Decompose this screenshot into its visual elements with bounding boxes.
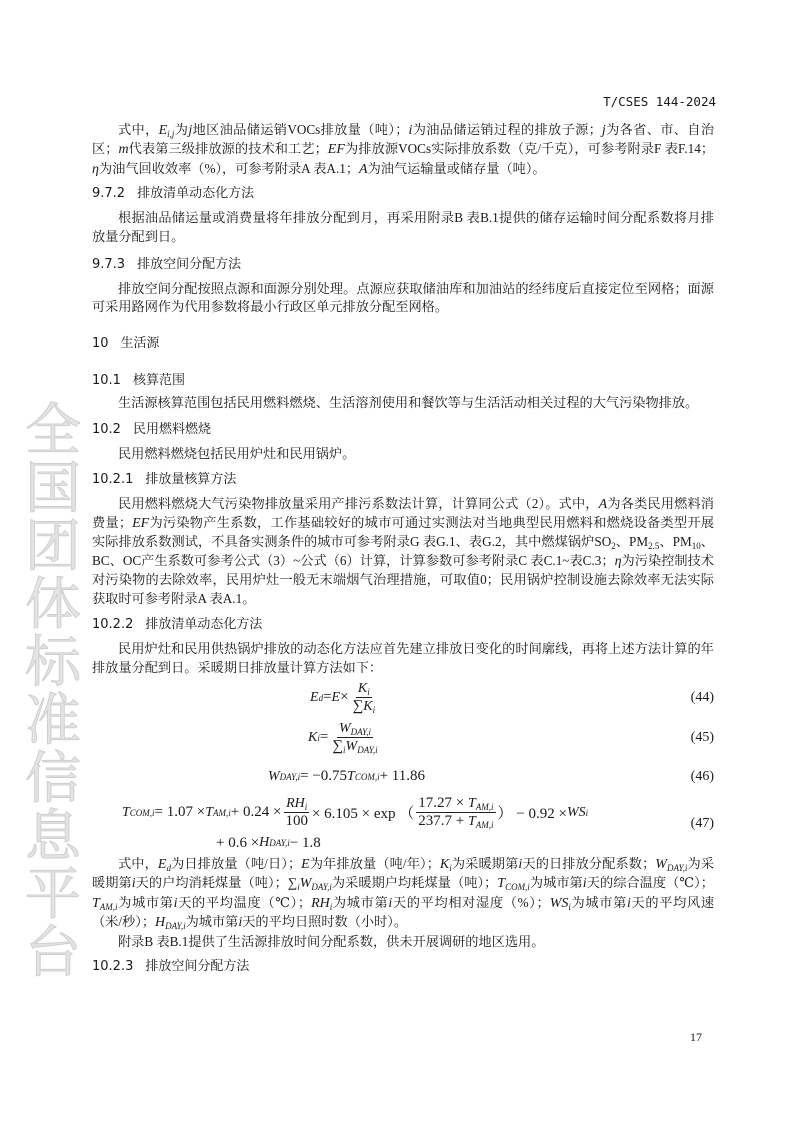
heading-10-2-1	[92, 471, 714, 489]
heading-number: 10	[92, 335, 109, 351]
math-variable: EF	[327, 142, 345, 158]
equation-expression: E d = E × $\frac{K_i}{\sum K_i}$	[310, 681, 376, 716]
page-number: 17	[690, 1030, 702, 1044]
heading-title: 核算范围	[132, 372, 185, 388]
paragraph-vocs-definitions	[92, 121, 714, 179]
heading-10-2	[92, 421, 714, 439]
math-fraction	[416, 795, 495, 830]
paragraph-text: 排放空间分配按照点源和面源分别处理。点源应获取储油库和加油站的经纬度后直接定位至网格；面源可采用路网作为代用参数将最小行政区单元排放分配至网格。	[92, 281, 714, 315]
math-subscript: d	[166, 862, 171, 873]
equation-number: (47)	[690, 815, 714, 831]
paragraph-10-1	[92, 394, 714, 412]
paragraph-10-2	[92, 445, 714, 463]
fraction-denominator: $\sum K_i$	[352, 698, 376, 716]
math-variable: K	[308, 729, 318, 745]
equation-45	[92, 718, 714, 758]
heading-title: 排放清单动态化方法	[145, 617, 263, 633]
math-variable: i	[626, 895, 631, 911]
math-subscript: COM,i	[505, 882, 530, 893]
math-variable: T	[347, 768, 355, 784]
math-subscript: AM,i	[475, 820, 494, 831]
math-variable: T	[467, 796, 476, 812]
math-variable: i	[408, 123, 413, 138]
chemical-subscript: 2.5	[648, 541, 660, 552]
math-subscript: i	[304, 802, 308, 813]
math-subscript: DAY,i	[357, 745, 378, 756]
math-subscript: DAY,i	[350, 727, 372, 738]
watermark: 全国团体标准信息平台	[16, 400, 81, 980]
heading-number: 10.2.1	[92, 471, 134, 487]
math-variable: T	[467, 814, 476, 830]
math-variable: E	[158, 123, 168, 138]
math-subscript: DAY,i	[311, 882, 332, 893]
math-variable: K	[357, 681, 368, 697]
math-subscript: i	[372, 705, 376, 716]
math-variable: T	[497, 876, 506, 892]
math-variable: η	[92, 161, 99, 177]
math-variable: T	[92, 895, 100, 911]
equation-44	[92, 678, 714, 718]
math-variable: W	[268, 768, 280, 784]
heading-9-7-3	[92, 256, 714, 274]
math-subscript: i	[329, 901, 333, 912]
math-variable: i	[582, 876, 587, 892]
math-variable: E	[157, 856, 167, 872]
fraction-numerator	[356, 680, 372, 698]
paragraph-text: 式中，$E_{i,j}$为j地区油品储运销VOCs排放量（吨）；i为油品储运销过程的排放子源；j为各省、市、自治区；m代表第三级排放源的技术和工艺；EF为排放源VOCs实际排放系数（克/千克），可参考附录F 表F.14；η为油气回收效率（%），可参考附录A 表A.1；A为油气运输量或储存量（吨）。	[92, 122, 715, 177]
equation-number: (46)	[690, 768, 714, 784]
math-subscript: AM,i	[475, 802, 494, 813]
paragraph-text: 生活源核算范围包括民用燃料燃烧、生活溶剂使用和餐饮等与生活活动相关过程的大气污染物排放。	[118, 394, 699, 410]
equation-expression: W DAY,i = −0.75 T COM,i + 11.86	[268, 768, 425, 785]
equation-expression: K i = $\frac{W_{DAY,i}}{\sum_iW_{DAY,i}}$	[308, 721, 378, 756]
heading-number: 9.7.3	[92, 257, 126, 273]
math-variable: i	[388, 895, 393, 911]
math-variable: A	[598, 496, 608, 512]
heading-number: 9.7.2	[92, 186, 126, 202]
paragraph-9-7-2	[92, 209, 714, 246]
equation-number: (45)	[690, 729, 714, 745]
equation-expression-line2: + 0.6 × H DAY,i − 1.8	[216, 834, 321, 851]
math-subscript: i	[343, 745, 346, 756]
math-variable: H	[259, 835, 270, 851]
fraction-denominator: $\sum_iW_{DAY,i}$	[332, 738, 378, 756]
math-variable: E	[310, 689, 319, 705]
heading-title: 排放空间分配方法	[137, 257, 242, 273]
chemical-subscript: 2	[611, 541, 616, 552]
math-subscript: i	[568, 901, 571, 912]
math-variable: η	[614, 553, 622, 569]
paragraph-text: 根据油品储运量或消费量将年排放分配到月，再采用附录B 表B.1提供的储存运输时间分配系数将月排放量分配到日。	[92, 210, 714, 244]
math-variable: WS	[566, 804, 586, 820]
heading-title: 排放量核算方法	[145, 471, 237, 487]
math-subscript: i	[297, 882, 300, 893]
fraction-numerator	[284, 795, 309, 813]
math-fraction	[351, 680, 378, 715]
heading-10-2-2	[92, 616, 714, 634]
paragraph-9-7-3	[92, 280, 714, 317]
math-variable: i	[173, 895, 178, 911]
math-variable: RH	[311, 895, 330, 911]
math-variable: K	[363, 699, 373, 715]
math-variable: W	[338, 721, 351, 737]
math-variable: EF	[132, 516, 150, 532]
paragraph-text: 民用燃料燃烧大气污染物排放量采用产排污系数法计算，计算同公式（2）。式中，A为各类民用燃料消费量；EF为污染物产生系数，工作基础较好的城市可通过实测法对当地典型民用燃料和燃烧设备类型开展实际排放系数测试，不具备实测条件的城市可参考附录G 表G.1、表G.2，其中燃煤锅炉$SO_2$、$PM_{2.5}$、$PM_{10}$、BC、OC产生系数可参考公式（3）~公式（6）计算，计算参数可参考附录C 表C.1~表C.3；η为污染控制技术对污染物的去除效率，民用炉灶一般无末端烟气治理措施，可取值0；民用锅炉控制设施去除效率无法实际获取时可参考附录A 表A.1。	[92, 495, 715, 606]
fraction-numerator: $17.27 \times T_{AM,i}$	[418, 795, 494, 813]
math-variable: W	[299, 876, 312, 892]
math-subscript: i	[449, 862, 452, 873]
math-variable: i	[518, 856, 523, 872]
equation-47	[92, 794, 714, 854]
heading-title: 排放清单动态化方法	[137, 186, 255, 202]
heading-number: 10.1	[92, 372, 121, 388]
heading-title: 排放空间分配方法	[145, 958, 250, 974]
math-variable: A	[359, 161, 368, 177]
math-subscript: AM,i	[99, 901, 118, 912]
math-fraction	[283, 795, 310, 830]
heading-9-7-2	[92, 185, 714, 203]
paragraph-text: 附录B 表B.1提供了生活源排放时间分配系数，供未开展调研的地区选用。	[118, 933, 545, 949]
math-variable: j	[188, 123, 193, 138]
page-body	[92, 121, 714, 976]
heading-number: 10.2	[92, 422, 121, 438]
heading-number: 10.2.3	[92, 958, 134, 974]
paragraph-text: 民用燃料燃烧包括民用炉灶和民用锅炉。	[118, 446, 356, 462]
math-variable: j	[601, 123, 606, 138]
math-variable: H	[155, 915, 166, 931]
math-variable: m	[118, 142, 129, 158]
paragraph-text: 式中，$E_d$为日排放量（吨/日）；E为年排放量（吨/年）；$K_i$为采暖期第i天的日排放分配系数；$W_{DAY,i}$为采暖期第i天的户均消耗煤量（吨）；$\sum_iW_{DAY,i}$为采暖期户均耗煤量（吨）；$T_{COM,i}$为城市第i天的综合温度（℃）；$T_{AM,i}$为城市第i天的平均温度（℃）；$RH_i$为城市第i天的平均相对湿度（%）；$WS_i$为城市第i天的平均风速（米/秒）；$H_{DAY,i}$为城市第i天的平均日照时数（小时）。	[92, 855, 715, 932]
math-subscript: i	[367, 687, 370, 698]
math-subscript: i,j	[167, 129, 175, 139]
math-variable: W	[655, 856, 667, 872]
heading-number: 10.2.2	[92, 617, 134, 633]
equation-number: (44)	[690, 689, 714, 705]
fraction-denominator: 100	[285, 813, 308, 830]
math-subscript: DAY,i	[666, 862, 688, 873]
math-variable: i	[131, 876, 136, 892]
heading-10-1	[92, 372, 714, 390]
paragraph-text: 民用炉灶和民用供热锅炉排放的动态化方法应首先建立排放日变化的时间廓线，再将上述方法计算的年排放量分配到日。采暖期日排放量计算方法如下：	[92, 641, 714, 675]
math-fraction	[330, 720, 379, 755]
document-id: T/CSES 144-2024	[603, 94, 716, 109]
heading-title: 民用燃料燃烧	[132, 422, 211, 438]
math-variable: K	[439, 856, 450, 872]
fraction-numerator	[337, 720, 373, 738]
math-variable: T	[122, 804, 130, 820]
equation-46	[92, 760, 714, 794]
heading-10	[92, 335, 714, 353]
math-variable: E	[301, 856, 310, 872]
math-variable: i	[238, 915, 243, 931]
paragraph-10-2-1	[92, 495, 714, 608]
math-variable: E	[331, 689, 341, 705]
math-variable: T	[205, 804, 214, 820]
paragraph-definitions	[92, 855, 714, 933]
paragraph-10-2-2	[92, 640, 714, 677]
equation-expression-line1: T COM,i = 1.07 × T AM,i + 0.24 × $\frac{RH_i}{100}$ × 6.105 × exp （ $\frac{17.27 \times T_{AM,i}}{237.7 + T_{AM,i}}$ ） − 0.92 × WS i	[122, 795, 589, 831]
heading-title: 生活源	[120, 335, 160, 351]
math-subscript: DAY,i	[165, 921, 186, 932]
math-variable: W	[345, 739, 358, 755]
chemical-subscript: 10	[691, 541, 701, 552]
paragraph-appendix-note	[92, 933, 714, 951]
math-variable: RH	[286, 796, 305, 812]
math-variable: WS	[549, 895, 569, 911]
heading-10-2-3	[92, 958, 714, 976]
fraction-denominator: $237.7 + T_{AM,i}$	[418, 813, 494, 831]
